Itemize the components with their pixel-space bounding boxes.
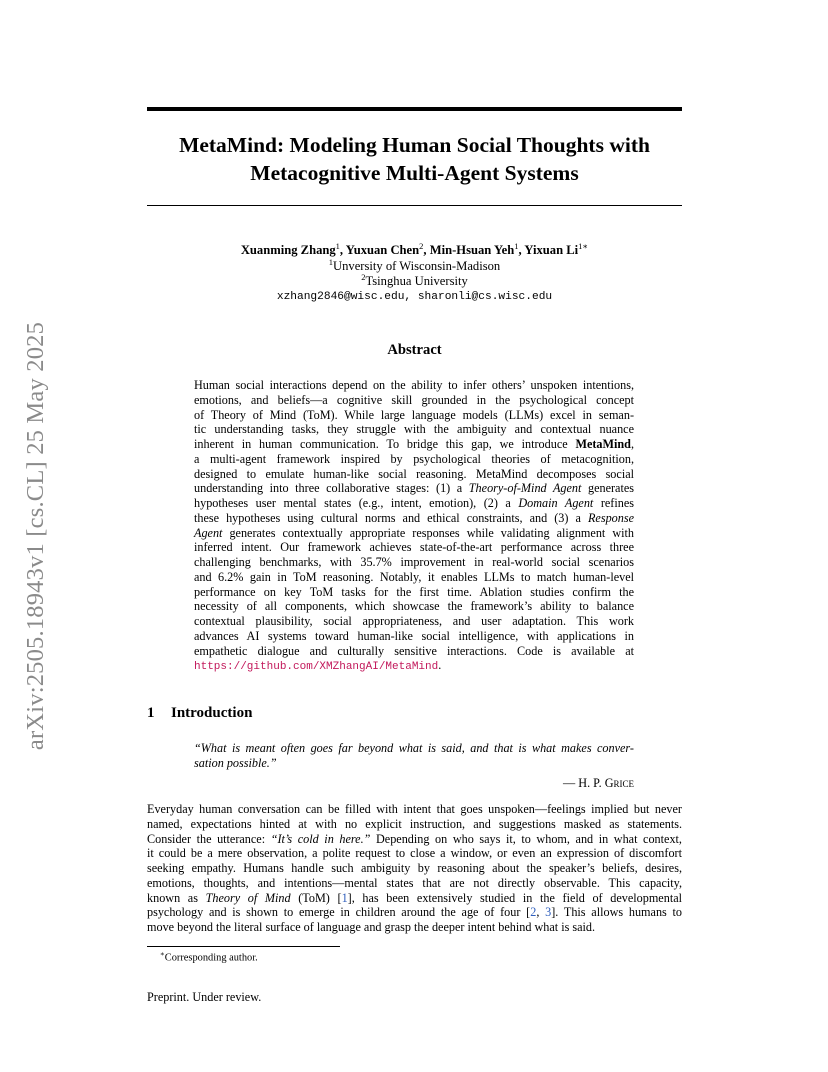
body-text: ]. This allows humans to <box>551 905 683 920</box>
body-text: psychology and is shown to emerge in children around the age of four [ <box>147 905 531 920</box>
abstract-text: these hypotheses using cultural norms and ethical constraints, and (3) a <box>194 510 588 525</box>
abstract-line: designed to emulate human-like social reasoning. MetaMind decomposes social <box>194 466 634 481</box>
body-line: named, expectations hinted at with no explicit instruction, and suggestions masked as statements. <box>147 816 682 831</box>
quote-line: “What is meant often goes far beyond what is said, and that is what makes conver- <box>194 741 634 755</box>
affiliation-mark: 2 <box>419 240 424 251</box>
author-separator: , <box>518 243 525 257</box>
abstract-line: tic understanding tasks, they struggle with the ambiguity and contextual nuance <box>194 422 634 437</box>
abstract-line: inferred intent. Our framework achieves state-of-the-art performance across three <box>194 540 634 555</box>
citation-link[interactable]: 1 <box>341 890 348 905</box>
body-line: emotions, thoughts, and intentions—mental states that are not directly observable. This capacity, <box>147 875 682 890</box>
abstract-heading: Abstract <box>387 342 442 358</box>
author-block <box>147 240 682 305</box>
author-name: Min-Hsuan Yeh <box>429 243 515 257</box>
abstract-line <box>194 511 634 526</box>
body-text: Consider the utterance: <box>147 831 271 846</box>
affiliation-mark: 1 <box>328 256 334 267</box>
abstract-line: a multi-agent framework inspired by psychological theories of metacognition, <box>194 451 634 466</box>
section-heading-introduction <box>147 705 252 722</box>
abstract-line <box>194 526 634 541</box>
abstract-text: refines <box>593 496 634 510</box>
abstract-text: , <box>630 437 634 451</box>
quote-attribution <box>194 776 634 791</box>
body-line: seeking empathy. Humans handle such ambiguity by reasoning about the speaker’s beliefs, desires, <box>147 861 682 875</box>
affiliation-mark: 2 <box>361 271 366 282</box>
abstract-body <box>194 378 634 673</box>
footnote-mark: ∗ <box>160 950 165 958</box>
affiliation-1 <box>147 256 682 275</box>
abstract-emphasis: Agent <box>194 525 223 540</box>
body-text: ], has been extensively studied in the field of developmental <box>347 890 682 905</box>
footnote-rule <box>147 946 340 947</box>
abstract-line <box>194 496 634 511</box>
body-emphasis: Theory of Mind <box>205 890 291 905</box>
citation-link[interactable]: 2 <box>530 905 537 920</box>
body-text: known as <box>147 890 206 905</box>
footnote <box>160 950 258 963</box>
author-separator: , <box>339 243 346 257</box>
title-line-1: MetaMind: Modeling Human Social Thoughts with <box>179 133 650 157</box>
body-line: Everyday human conversation can be filled with intent that goes unspoken—feelings implied but never <box>147 802 682 816</box>
abstract-text: hypotheses user mental states (e.g., intent, emotion), (2) a <box>194 496 519 510</box>
abstract-line: challenging benchmarks, with 35.7% improvement in real-world social scenarios <box>194 555 634 569</box>
abstract-emphasis: Response <box>587 510 634 525</box>
body-emphasis: “It’s cold in here.” <box>270 831 371 846</box>
abstract-line: empathetic dialogue and culturally sensitive interactions. Code is available at <box>194 643 634 658</box>
author-emails[interactable]: xzhang2846@wisc.edu, sharonli@cs.wisc.edu <box>276 290 553 303</box>
abstract-line: emotions, and beliefs—a cognitive skill grounded in the psychological concept <box>194 392 634 407</box>
author-name: Yuxuan Chen <box>345 243 420 257</box>
body-line: move beyond the literal surface of language and grasp the deeper intent behind what is said. <box>147 920 596 934</box>
quote-line: sation possible.” <box>194 755 277 770</box>
abstract-text: understanding into three collaborative stages: (1) a <box>194 481 469 496</box>
abstract-line: and 6.2% gain in ToM reasoning. Notably, it enables LLMs to match human-level <box>194 569 634 584</box>
section-number: 1 <box>147 705 155 721</box>
citation-link[interactable]: 3 <box>545 905 552 920</box>
author-name: Yixuan Li <box>524 243 579 257</box>
abstract-line: contextual plausibility, social appropriateness, and user adaptation. This work <box>194 614 634 628</box>
paper-title <box>147 131 682 187</box>
abstract-text: generates <box>581 481 635 496</box>
author-separator: , <box>423 243 430 257</box>
attribution-name: Grice <box>604 776 634 790</box>
title-line-2: Metacognitive Multi-Agent Systems <box>250 161 579 185</box>
abstract-emphasis: Theory-of-Mind Agent <box>468 481 582 496</box>
code-repository-link[interactable]: https://github.com/XMZhangAI/MetaMind <box>194 661 439 674</box>
abstract-line <box>194 481 634 496</box>
footnote-text: Corresponding author. <box>164 952 258 964</box>
metamind-name: MetaMind <box>575 437 631 451</box>
abstract-line: necessity of all components, which showcase the framework’s ability to balance <box>194 599 634 614</box>
affiliation-mark: 1 <box>335 240 340 251</box>
affiliation-mark: 1∗ <box>578 240 589 251</box>
affiliation-text: Unversity of Wisconsin-Madison <box>333 258 501 273</box>
section-title: Introduction <box>171 705 253 721</box>
abstract-line <box>194 658 634 673</box>
title-top-rule <box>147 107 682 111</box>
page-footer: Preprint. Under review. <box>147 990 262 1004</box>
abstract-text: generates contextually appropriate responses while validating alignment with <box>222 525 634 540</box>
body-line <box>147 891 682 906</box>
body-text: Depending on who says it, to whom, and in what context, <box>370 831 682 846</box>
arxiv-side-stamp[interactable]: arXiv:2505.18943v1 [cs.CL] 25 May 2025 <box>22 321 49 751</box>
body-text: , <box>536 905 546 920</box>
introduction-paragraph <box>147 802 682 935</box>
author-names <box>147 240 682 259</box>
body-line <box>147 832 682 847</box>
body-text: (ToM) [ <box>290 890 342 905</box>
body-line: it could be a mere observation, a polite request to close a window, or even an expression of discomfort <box>147 846 682 861</box>
abstract-emphasis: Domain Agent <box>518 496 594 510</box>
author-name: Xuanming Zhang <box>240 243 336 257</box>
body-line <box>147 905 682 920</box>
abstract-text: . <box>438 658 442 673</box>
abstract-line: advances AI systems toward human-like social intelligence, with applications in <box>194 628 634 643</box>
abstract-line: Human social interactions depend on the ability to infer others’ unspoken intentions, <box>194 378 634 392</box>
abstract-line: performance on key ToM tasks for the first time. Ablation studies confirm the <box>194 584 634 599</box>
abstract-line <box>194 437 634 452</box>
epigraph-quote <box>194 741 634 771</box>
abstract-text: inherent in human communication. To bridge this gap, we introduce <box>194 437 576 451</box>
affiliation-mark: 1 <box>514 240 519 251</box>
affiliation-2 <box>147 271 682 290</box>
abstract-line: of Theory of Mind (ToM). While large language models (LLMs) excel in seman- <box>194 407 634 422</box>
attribution-dash: — H. P. <box>563 776 605 790</box>
affiliation-text: Tsinghua University <box>365 274 468 288</box>
title-bottom-rule <box>147 205 682 206</box>
